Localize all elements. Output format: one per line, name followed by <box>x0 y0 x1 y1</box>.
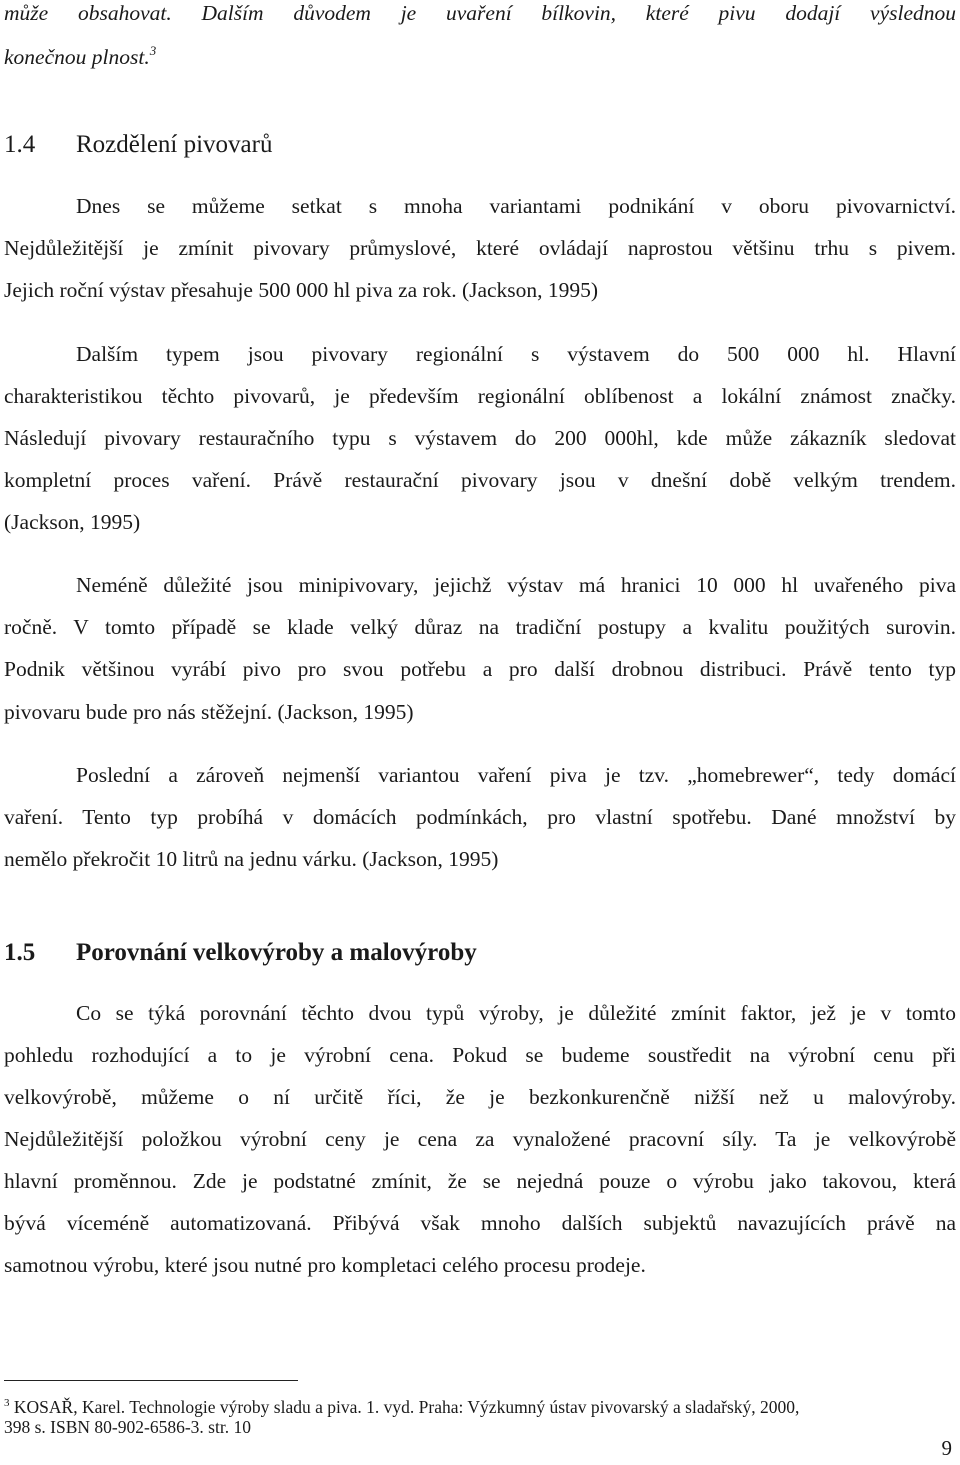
footnote-reference: 3 <box>149 43 157 58</box>
paragraph-line: Podnik většinou vyrábí pivo pro svou potřebu a pro další drobnou distribuci. Právě tento typ <box>4 657 956 681</box>
paragraph-line: kompletní proces vaření. Právě restaurační pivovary jsou v dnešní době velkým trendem. <box>4 468 956 492</box>
paragraph-line: charakteristikou těchto pivovarů, je především regionální oblíbenost a lokální známost značky. <box>4 384 956 408</box>
paragraph-line: Poslední a zároveň nejmenší variantou vaření piva je tzv. „homebrewer“, tedy domácí <box>76 763 956 787</box>
section-title: Rozdělení pivovarů <box>76 131 273 158</box>
paragraph-line: Neméně důležité jsou minipivovary, jejichž výstav má hranici 10 000 hl uvařeného piva <box>76 573 956 597</box>
footnote-separator <box>4 1380 298 1381</box>
paragraph-line: vaření. Tento typ probíhá v domácích podmínkách, pro vlastní spotřebu. Dané množství by <box>4 805 956 829</box>
paragraph-line: Dalším typem jsou pivovary regionální s výstavem do 500 000 hl. Hlavní <box>76 342 956 366</box>
footnote-line-1: KOSAŘ, Karel. Technologie výroby sladu a piva. 1. vyd. Praha: Výzkumný ústav pivovarský a sladařský, 2000, <box>13 1397 800 1417</box>
footnote-line-2: 398 s. ISBN 80-902-6586-3. str. 10 <box>4 1417 251 1437</box>
section-number: 1.5 <box>4 939 36 966</box>
paragraph-line: samotnou výrobu, které jsou nutné pro kompletaci celého procesu prodeje. <box>4 1253 646 1277</box>
footnote <box>4 1392 799 1418</box>
section-title: Porovnání velkovýroby a malovýroby <box>76 939 477 966</box>
paragraph-line: hlavní proměnnou. Zde je podstatné zmínit, že se nejedná pouze o výrobu jako takovou, která <box>4 1169 956 1193</box>
paragraph-line: Co se týká porovnání těchto dvou typů výroby, je důležité zmínit faktor, jež je v tomto <box>76 1001 956 1025</box>
paragraph-line: ročně. V tomto případě se klade velký důraz na tradiční postupy a kvalitu použitých surovin. <box>4 615 956 639</box>
paragraph-line: velkovýrobě, můžeme o ní určitě říci, že je bezkonkurenčně nižší než u malovýroby. <box>4 1085 956 1109</box>
paragraph-line: pohledu rozhodující a to je výrobní cena. Pokud se budeme soustředit na výrobní cenu při <box>4 1043 956 1067</box>
paragraph-line: Nejdůležitější je zmínit pivovary průmyslové, které ovládají naprostou většinu trhu s pivem. <box>4 236 956 260</box>
footnote-mark: 3 <box>4 1397 10 1409</box>
paragraph-line: pivovaru bude pro nás stěžejní. (Jackson, 1995) <box>4 700 414 724</box>
section-number: 1.4 <box>4 131 36 158</box>
paragraph-line: Dnes se můžeme setkat s mnoha variantami podnikání v oboru pivovarnictví. <box>76 194 956 218</box>
paragraph-line: bývá víceméně automatizovaná. Přibývá však mnoho dalších subjektů navazujících právě na <box>4 1211 956 1235</box>
paragraph-line: Jejich roční výstav přesahuje 500 000 hl piva za rok. (Jackson, 1995) <box>4 278 599 302</box>
paragraph-line: nemělo překročit 10 litrů na jednu várku. (Jackson, 1995) <box>4 847 499 871</box>
page-number: 9 <box>941 1436 952 1460</box>
paragraph-line: (Jackson, 1995) <box>4 510 141 534</box>
paragraph-line: Nejdůležitější položkou výrobní ceny je cena za vynaložené pracovní síly. Ta je velkovýrobě <box>4 1127 956 1151</box>
continuation-line-1: může obsahovat. Dalším důvodem je uvaření bílkovin, které pivu dodají výslednou <box>4 1 956 25</box>
continuation-line-2 <box>4 38 956 70</box>
paragraph-line: Následují pivovary restauračního typu s výstavem do 200 000hl, kde může zákazník sledovat <box>4 426 956 450</box>
continuation-text: konečnou plnost. <box>4 45 150 69</box>
